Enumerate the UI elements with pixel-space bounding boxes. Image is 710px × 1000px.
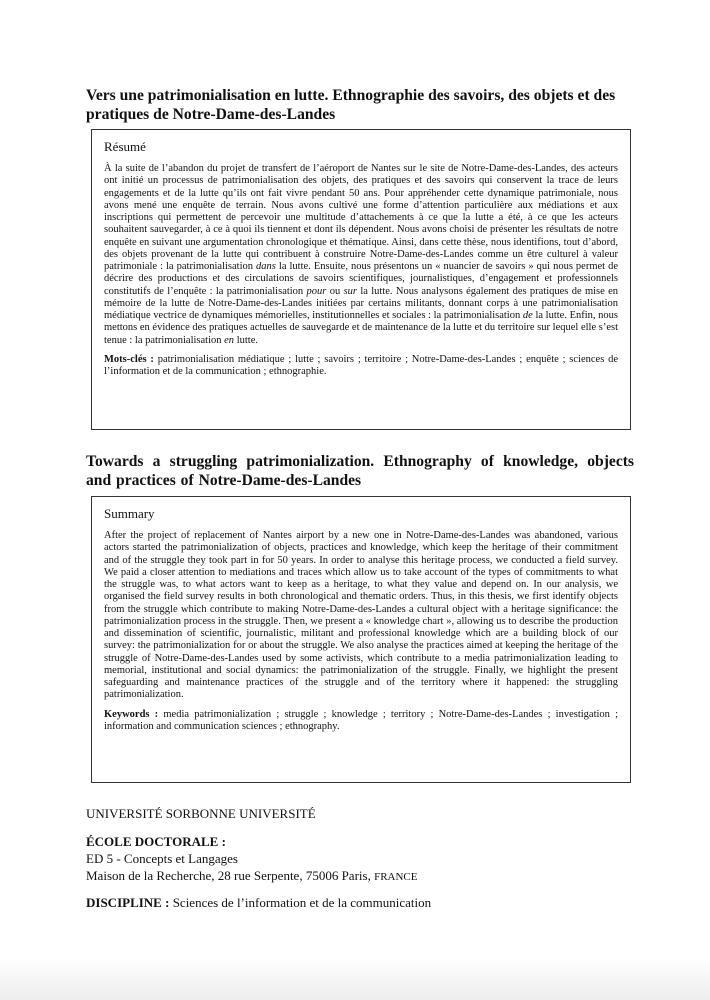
discipline-value: Sciences de l’information et de la communication xyxy=(172,895,432,910)
french-abstract-part-4: la lutte. Enfin, nous mettons en évidence des pratiques actuelles de sauvegarde et de maintenance de la lutte et du territoire sur lequel elle s’est tenue : la patrimonialisation xyxy=(104,310,619,346)
french-keywords-label: Mots-clés : xyxy=(104,353,154,365)
french-abstract-emph-de: de xyxy=(522,310,533,321)
doctoral-school-address xyxy=(86,868,418,885)
page-bottom-shadow xyxy=(0,958,710,1000)
english-keywords-label: Keywords : xyxy=(104,708,159,720)
discipline-label: DISCIPLINE : xyxy=(86,895,170,910)
french-title: Vers une patrimonialisation en lutte. Ethnographie des savoirs, des objets et des pratiques de Notre-Dame-des-Landes xyxy=(86,87,616,123)
resume-heading: Résumé xyxy=(104,139,146,154)
french-abstract-part-1: À la suite de l’abandon du projet de transfert de l’aéroport de Nantes sur le site de Notre-Dame-des-Landes, des acteurs ont initié un processus de patrimonialisation des objets, des pratiques et des savoirs qui conservent la trace de leurs engagements et de la lutte qu’ils ont fait vivre pendant 50 ans. Pour appréhender cette dynamique patrimoniale, nous avons mené une enquête de terrain. Nous avons cultivé une forme d’attention particulière aux médiations et aux inscriptions qui permettent de percevoir une multitude d’attachements à ce que la lutte a été, à ce que les acteurs souhaitent sauvegarder, à ce à quoi ils tiennent et dont ils dépendent. Nous avons choisi de présenter les résultats de notre enquête en suivant une argumentation chronologique et thématique. Ainsi, dans cette thèse, nous identifions, tout d’abord, des objets provenant de la lutte qui contribuent à construire Notre-Dame-des-Landes comme un être culturel à valeur patrimoniale : la patrimonialisation xyxy=(104,163,618,272)
french-abstract-part-5: lutte. xyxy=(236,334,258,346)
english-keywords xyxy=(104,709,618,734)
french-keywords-list: patrimonialisation médiatique ; lutte ; savoirs ; territoire ; Notre-Dame-des-Landes ; enquête ; sciences de l’information et de la communication ; ethnographie. xyxy=(104,353,618,377)
french-abstract-emph-dans: dans xyxy=(256,261,276,272)
french-abstract-part-3: la lutte. Nous analysons également des pratiques de mise en mémoire de la lutte de Notre-Dame-des-Landes initiées par certains militants, donnant corps à une patrimonialisation médiatique vectrice de dynamiques mémorielles, institutionnelles et sociales : la patrimonialisation xyxy=(104,285,619,321)
doctoral-school-name: ED 5 - Concepts et Langages xyxy=(86,851,238,866)
french-abstract-emph-pour: pour xyxy=(306,285,327,297)
address-text: Maison de la Recherche, 28 rue Serpente, 75006 Paris, xyxy=(86,868,371,883)
english-keywords-list: media patrimonialization ; struggle ; knowledge ; territory ; Notre-Dame-des-Landes ; investigation ; information and communication sciences ; ethnography. xyxy=(104,708,619,732)
french-abstract-part-2: la lutte. Ensuite, nous présentons un « nuancier de savoirs » qui nous permet de décrire des productions et des circulations de savoirs scientifiques, journalistiques, d’engagement et professionnels constitutifs de l’enquête : la patrimonialisation xyxy=(104,261,619,297)
doctoral-school-label xyxy=(86,834,226,850)
french-abstract-box xyxy=(91,129,631,430)
english-abstract-text: After the project of replacement of Nantes airport by a new one in Notre-Dame-des-Landes was abandoned, various actors started the patrimonialization of objects, practices and knowledge, which keep the heritage of their commitment and of the struggle they took part in for 50 years. In order to analyse this heritage process, we conducted a field survey. We paid a closer attention to mediations and traces which allow us to take account of the types of commitments to what the struggle was, to what actors want to keep as a heritage, to what they value and depend on. In our analysis, we organised the field survey results in both chronological and thematic orders. Thus, in this thesis, we first identify objects from the struggle which contribute to making Notre-Dame-des-Landes a cultural object with a heritage significance: the patrimonialization process in the struggle. Then, we present a « knowledge chart », allowing us to describe the production and dissemination of scientific, journalistic, militant and professional knowledge which are a building block of our survey: the patrimonialization for or about the struggle. We also analyse the practices aimed at keeping the heritage of the struggle of Notre-Dame-des-Landes used by some activists, which contribute to a media patrimonialization leading to memorial, institutional and social dynamics: the patrimonialization of the struggle. Finally, we highlight the present safeguarding and maintenance practices of the struggle and of the territory where it happened: the struggling patrimonialization. xyxy=(104,530,618,701)
french-abstract-text xyxy=(104,163,618,347)
french-keywords xyxy=(104,354,618,379)
university-name: UNIVERSITÉ SORBONNE UNIVERSITÉ xyxy=(86,806,316,821)
french-abstract-or: ou xyxy=(329,285,341,297)
english-title: Towards a struggling patrimonialization. Ethnography of knowledge, objects and practices of Notre-Dame-des-Landes xyxy=(86,453,634,489)
summary-heading: Summary xyxy=(104,506,155,521)
french-abstract-emph-en: en xyxy=(224,334,235,346)
french-abstract-emph-sur: sur xyxy=(343,285,357,297)
doctoral-school-label-text: ÉCOLE DOCTORALE : xyxy=(86,834,226,849)
address-country: FRANCE xyxy=(374,871,418,883)
discipline-line xyxy=(86,895,431,911)
english-abstract-box xyxy=(91,496,631,783)
